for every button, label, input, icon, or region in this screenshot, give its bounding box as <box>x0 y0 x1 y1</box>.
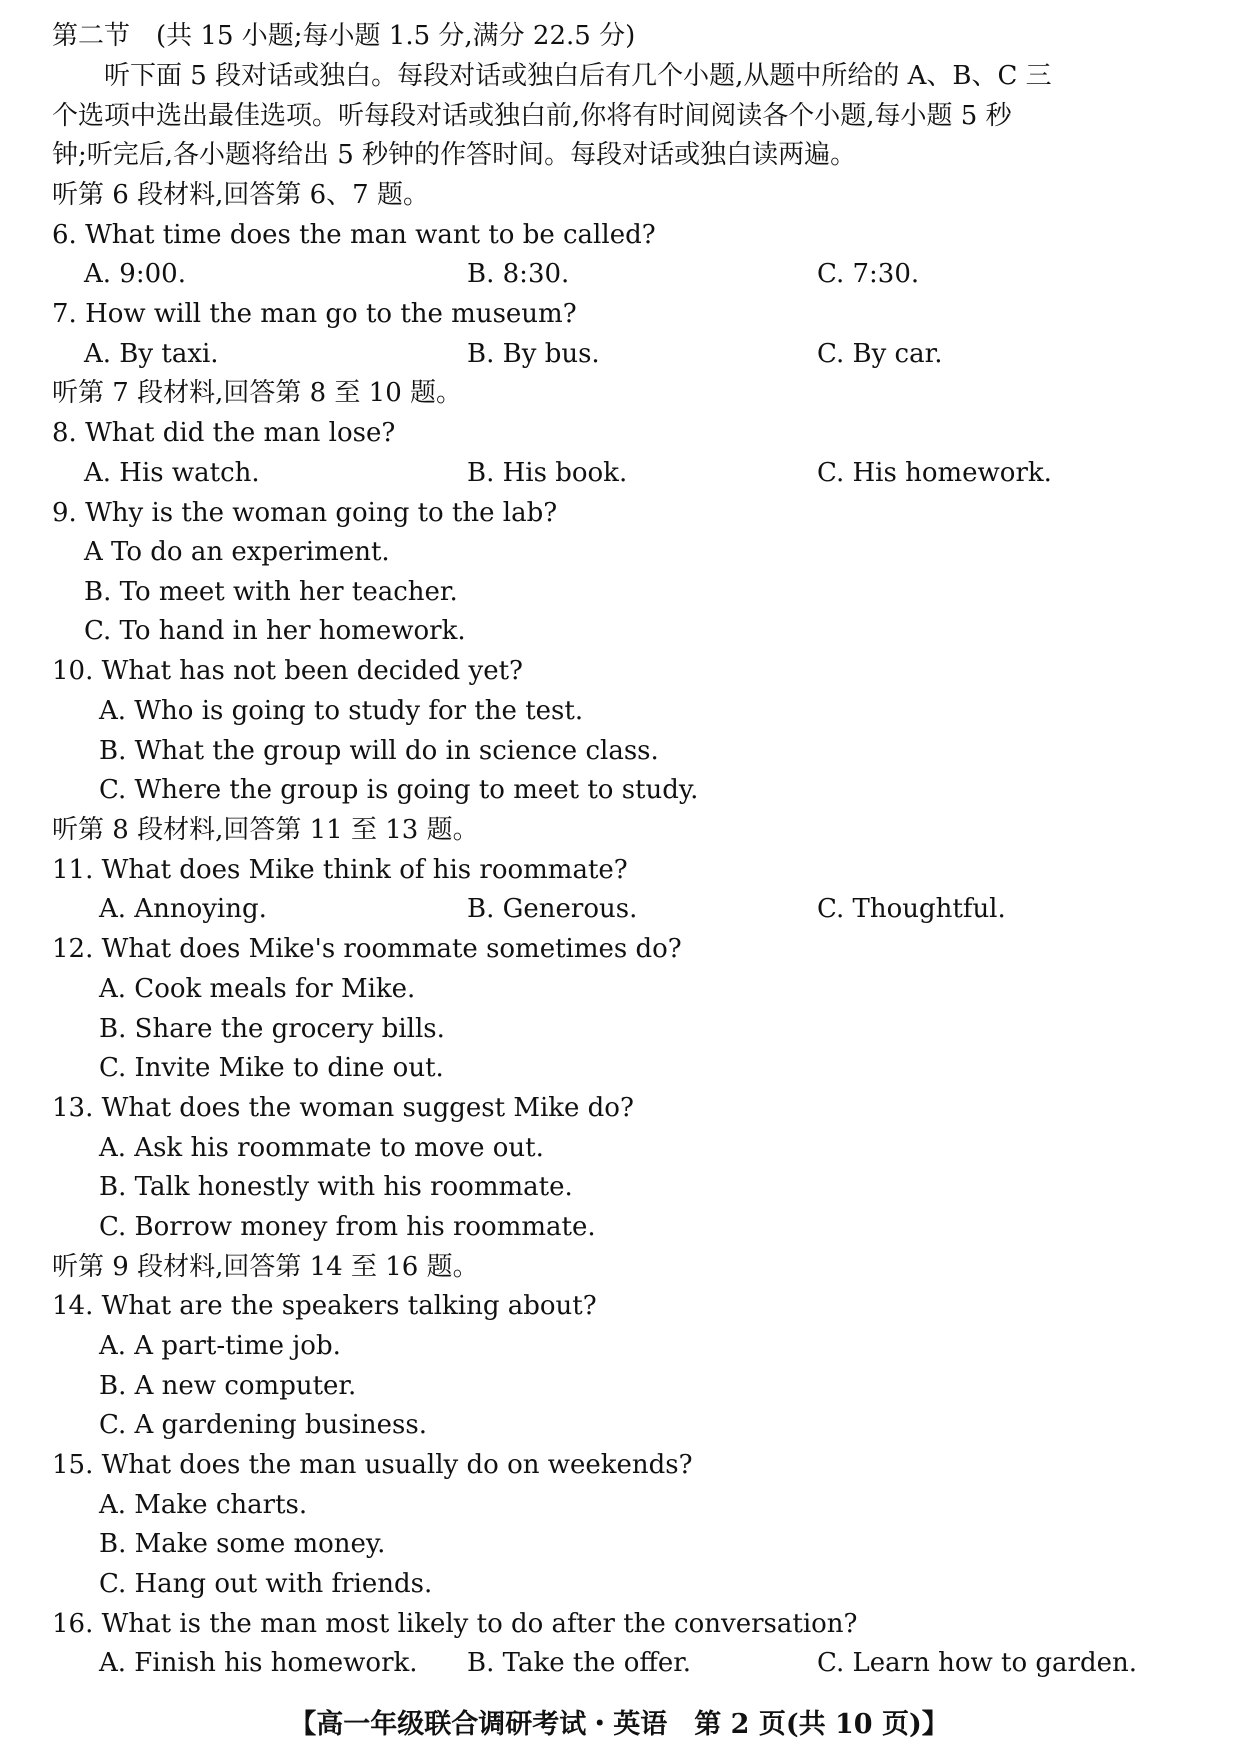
part-heading-8: 听第 8 段材料,回答第 11 至 13 题。 <box>52 815 479 845</box>
question-10-stem: 10. What has not been decided yet? <box>52 656 523 686</box>
question-13-stem: 13. What does the woman suggest Mike do? <box>52 1093 634 1123</box>
part-heading-6: 听第 6 段材料,回答第 6、7 题。 <box>52 180 429 210</box>
question-9-option-c: C. To hand in her homework. <box>84 616 466 646</box>
question-6-option-c: C. 7:30. <box>817 259 920 289</box>
question-9-stem: 9. Why is the woman going to the lab? <box>52 498 558 528</box>
question-12-stem: 12. What does Mike's roommate sometimes do? <box>52 934 682 964</box>
question-10-option-b: B. What the group will do in science class. <box>99 736 659 766</box>
question-16-option-c: C. Learn how to garden. <box>817 1648 1137 1678</box>
question-13-option-a: A. Ask his roommate to move out. <box>99 1133 544 1163</box>
question-7-stem: 7. How will the man go to the museum? <box>52 299 577 329</box>
question-12-option-a: A. Cook meals for Mike. <box>99 974 416 1004</box>
question-14-option-b: B. A new computer. <box>99 1371 357 1401</box>
question-9-option-a: A To do an experiment. <box>84 537 390 567</box>
question-10-option-a: A. Who is going to study for the test. <box>99 696 584 726</box>
question-9-option-b: B. To meet with her teacher. <box>84 577 458 607</box>
question-6-stem: 6. What time does the man want to be called? <box>52 220 656 250</box>
question-7-option-c: C. By car. <box>817 339 943 369</box>
question-14-option-a: A. A part-time job. <box>99 1331 341 1361</box>
part-heading-9: 听第 9 段材料,回答第 14 至 16 题。 <box>52 1252 479 1282</box>
question-14-stem: 14. What are the speakers talking about? <box>52 1291 597 1321</box>
instruction-line-2: 个选项中选出最佳选项。听每段对话或独白前,你将有时间阅读各个小题,每小题 5 秒 <box>52 101 1012 131</box>
instruction-line-3: 钟;听完后,各小题将给出 5 秒钟的作答时间。每段对话或独白读两遍。 <box>52 140 857 170</box>
page-footer: 【高一年级联合调研考试・英语 第 2 页(共 10 页)】 <box>289 1709 949 1740</box>
question-8-stem: 8. What did the man lose? <box>52 418 396 448</box>
question-13-option-b: B. Talk honestly with his roommate. <box>99 1172 573 1202</box>
section-title: 第二节 (共 15 小题;每小题 1.5 分,满分 22.5 分) <box>52 21 636 51</box>
question-11-stem: 11. What does Mike think of his roommate? <box>52 855 628 885</box>
question-7-option-b: B. By bus. <box>467 339 600 369</box>
question-13-option-c: C. Borrow money from his roommate. <box>99 1212 596 1242</box>
question-12-option-b: B. Share the grocery bills. <box>99 1014 445 1044</box>
question-14-option-c: C. A gardening business. <box>99 1410 427 1440</box>
question-11-option-b: B. Generous. <box>467 894 638 924</box>
question-11-option-a: A. Annoying. <box>99 894 267 924</box>
question-16-option-b: B. Take the offer. <box>467 1648 692 1678</box>
question-8-option-a: A. His watch. <box>84 458 260 488</box>
question-15-stem: 15. What does the man usually do on weekends? <box>52 1450 693 1480</box>
question-15-option-a: A. Make charts. <box>99 1490 308 1520</box>
question-16-stem: 16. What is the man most likely to do after the conversation? <box>52 1609 858 1639</box>
question-11-option-c: C. Thoughtful. <box>817 894 1006 924</box>
question-15-option-c: C. Hang out with friends. <box>99 1569 433 1599</box>
instruction-line-1: 听下面 5 段对话或独白。每段对话或独白后有几个小题,从题中所给的 A、B、C 三 <box>52 61 1052 91</box>
question-6-option-b: B. 8:30. <box>467 259 570 289</box>
question-8-option-c: C. His homework. <box>817 458 1052 488</box>
question-6-option-a: A. 9:00. <box>84 259 186 289</box>
question-12-option-c: C. Invite Mike to dine out. <box>99 1053 444 1083</box>
part-heading-7: 听第 7 段材料,回答第 8 至 10 题。 <box>52 378 463 408</box>
question-16-option-a: A. Finish his homework. <box>99 1648 418 1678</box>
question-8-option-b: B. His book. <box>467 458 628 488</box>
question-7-option-a: A. By taxi. <box>84 339 219 369</box>
question-10-option-c: C. Where the group is going to meet to study. <box>99 775 699 805</box>
question-15-option-b: B. Make some money. <box>99 1529 386 1559</box>
